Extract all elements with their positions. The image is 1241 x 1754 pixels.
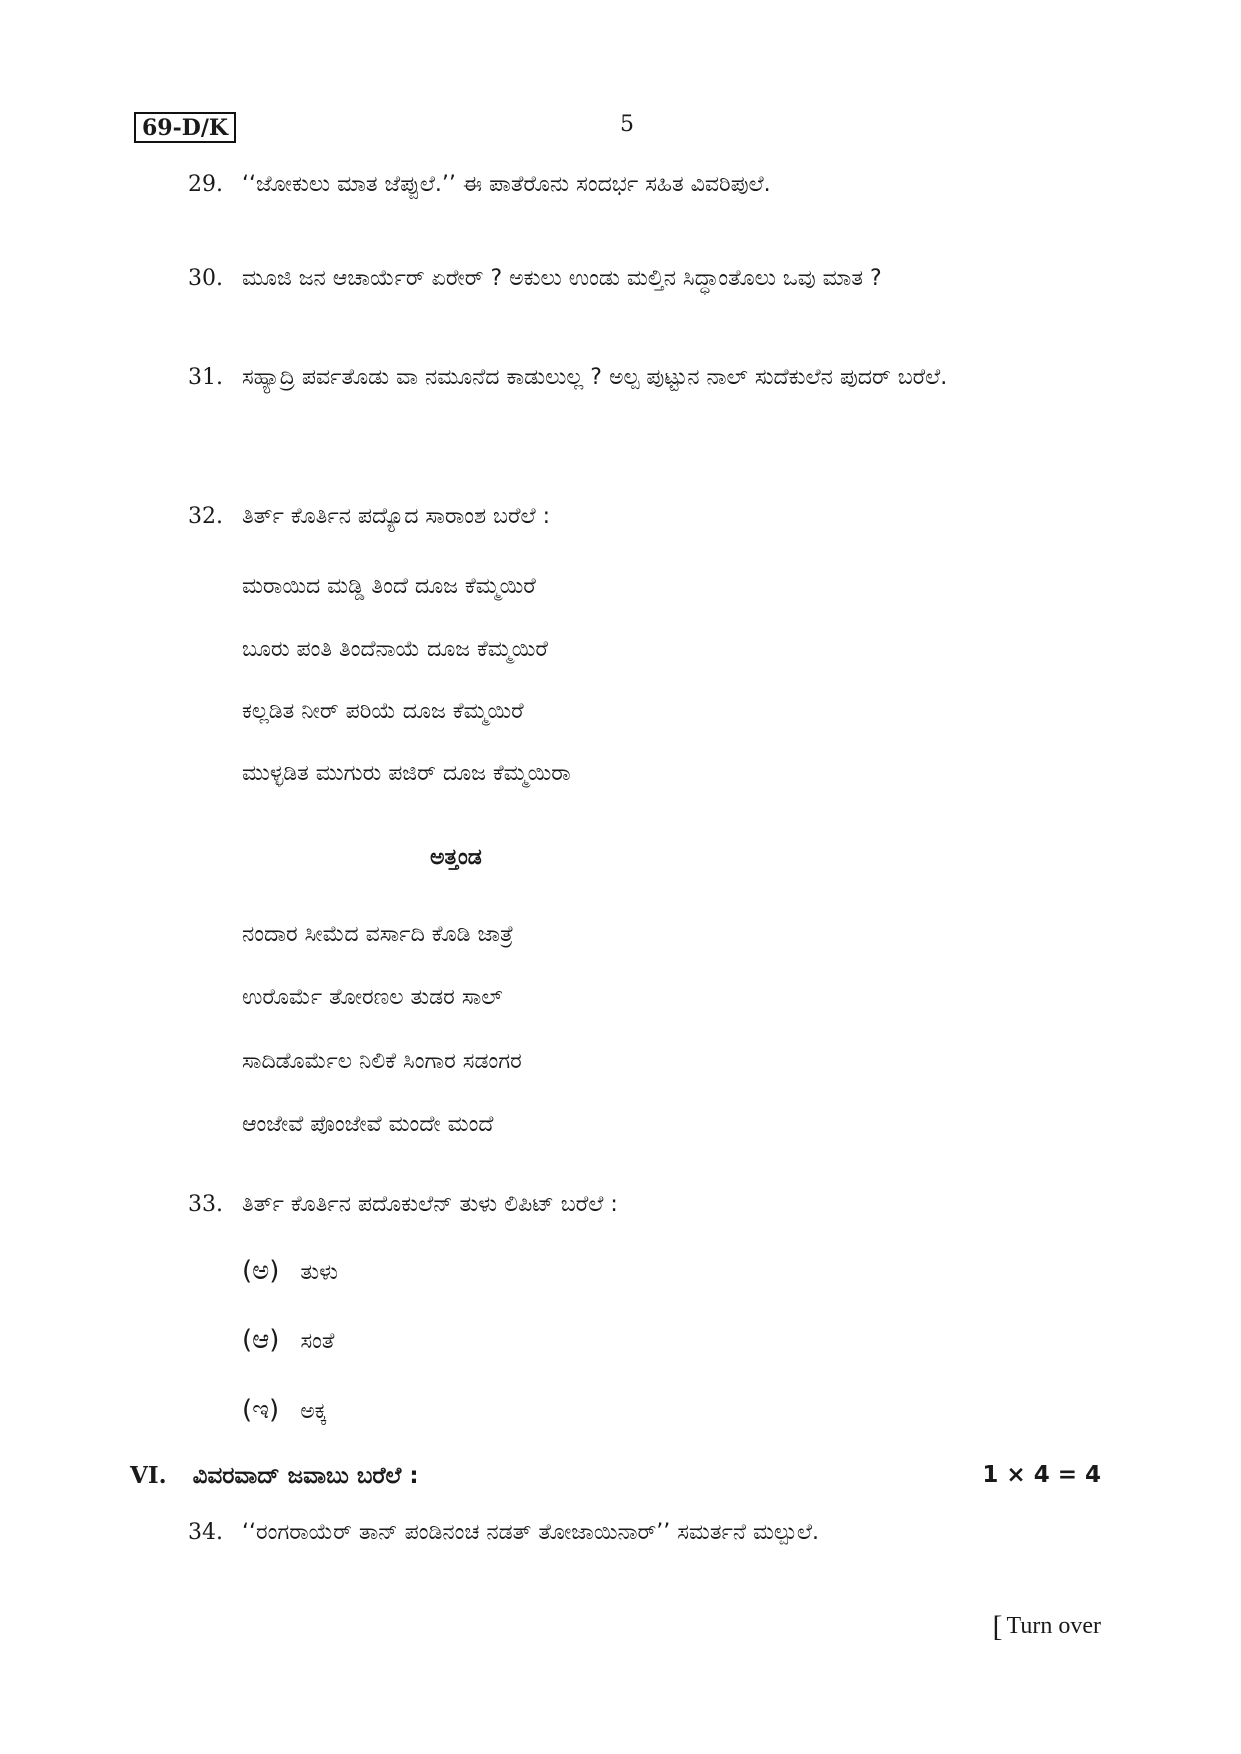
- poem-line: ಕಲ್ಲಡಿತ ನೀರ್ ಪರಿಯೆ ದೂಜ ಕೆಮ್ಮಯಿರೆ: [242, 699, 524, 724]
- question-number: 30.: [188, 266, 223, 291]
- question-text: ‘‘ರಂಗರಾಯೆರ್ ತಾನ್ ಪಂಡಿನಂಚ ನಡತ್ ತೋಜಾಯಿನಾರ್’’ ಸಮರ್ತನೆ ಮಲ್ಪುಲೆ.: [242, 1520, 819, 1545]
- or-heading: ಅತ್ತಂಡ: [430, 845, 482, 870]
- option-c: [242, 1395, 327, 1426]
- question-33: [0, 1188, 1241, 1222]
- turn-over-note: [993, 1610, 1101, 1644]
- option-label: (ಇ): [242, 1395, 280, 1425]
- section-roman: VI.: [130, 1462, 167, 1489]
- question-text: ತಿರ್ತ್ ಕೊರ್ತಿನ ಪದ್ಯೊದ ಸಾರಾಂಶ ಬರೆಲೆ :: [242, 504, 551, 529]
- bracket-icon: [: [992, 1610, 1003, 1643]
- poem-line: ಸಾದಿಡೊರ್ಮೆಲ ನಿಲಿಕೆ ಸಿಂಗಾರ ಸಡಂಗರ: [242, 1049, 522, 1074]
- question-text: ತಿರ್ತ್ ಕೊರ್ತಿನ ಪದೊಕುಲೆನ್ ತುಳು ಲಿಪಿಟ್ ಬರೆಲೆ :: [242, 1192, 618, 1217]
- question-34: [0, 1516, 1241, 1550]
- poem-line: ಆಂಜೇವೆ ಪೊಂಜೇವೆ ಮಂದೇ ಮಂದೆ: [242, 1112, 494, 1137]
- poem-line: ನಂದಾರ ಸೀಮೆದ ವರ್ಸಾದಿ ಕೊಡಿ ಜಾತ್ರೆ: [242, 922, 514, 947]
- option-text: ತುಳು: [300, 1260, 339, 1285]
- question-text: ‘‘ಜೋಕುಲು ಮಾತ ಜೆಪ್ಪುಲೆ.’’ ಈ ಪಾತೆರೊನು ಸಂದರ್ಭ ಸಹಿತ ವಿವರಿಪುಲೆ.: [242, 172, 771, 197]
- question-31: [0, 356, 1241, 446]
- question-30: [0, 262, 1241, 296]
- option-b: [242, 1325, 334, 1356]
- question-29: [0, 168, 1241, 202]
- question-number: 31.: [188, 365, 223, 390]
- option-label: (ಆ): [242, 1325, 280, 1355]
- poem-line: ಮರಾಯಿದ ಮಡ್ಡಿ ತಿಂದೆ ದೂಜ ಕೆಮ್ಮಯಿರೆ: [242, 574, 536, 599]
- section-marks: 1 × 4 = 4: [982, 1462, 1101, 1488]
- paper-code: 69-D/K: [134, 112, 236, 143]
- question-number: 29.: [188, 172, 223, 197]
- section-heading: [130, 1462, 419, 1489]
- poem-line: ಉರೊರ್ಮೆ ತೋರಣಲ ತುಡರ ಸಾಲ್: [242, 985, 503, 1010]
- section-title: ವಿವರವಾದ್ ಜವಾಬು ಬರೆಲೆ :: [192, 1463, 419, 1489]
- option-label: (ಅ): [242, 1256, 280, 1286]
- option-text: ಸಂತೆ: [300, 1329, 335, 1354]
- turn-over-text: Turn over: [1006, 1613, 1101, 1639]
- poem-line: ಬೂರು ಪಂತಿ ತಿಂದೆನಾಯೆ ದೂಜ ಕೆಮ್ಮಯಿರೆ: [242, 637, 548, 662]
- page-number: 5: [620, 112, 634, 137]
- option-a: [242, 1256, 338, 1287]
- option-text: ಅಕ್ಕ: [300, 1399, 327, 1424]
- question-text: ಸಹ್ಯಾದ್ರಿ ಪರ್ವತೊಡು ವಾ ನಮೂನೆದ ಕಾಡುಲುಲ್ಲ ? ಅಲ್ಪ ಪುಟ್ಟುನ ನಾಲ್ ಸುದೆಕುಲೆನ ಪುದರ್ ಬರೆಲೆ.: [242, 365, 948, 390]
- question-32: [0, 500, 1241, 534]
- question-number: 34.: [188, 1520, 223, 1545]
- poem-line: ಮುಳ್ಳಡಿತ ಮುಗುರು ಪಜಿರ್ ದೂಜ ಕೆಮ್ಮಯಿರಾ: [242, 761, 571, 786]
- question-text: ಮೂಜಿ ಜನ ಆಚಾರ್ಯೆರ್ ಏರೇರ್ ? ಅಕುಲು ಉಂಡು ಮಲ್ತಿನ ಸಿದ್ಧಾಂತೊಲು ಒವು ಮಾತ ?: [242, 266, 882, 291]
- question-number: 32.: [188, 504, 223, 529]
- question-number: 33.: [188, 1192, 223, 1217]
